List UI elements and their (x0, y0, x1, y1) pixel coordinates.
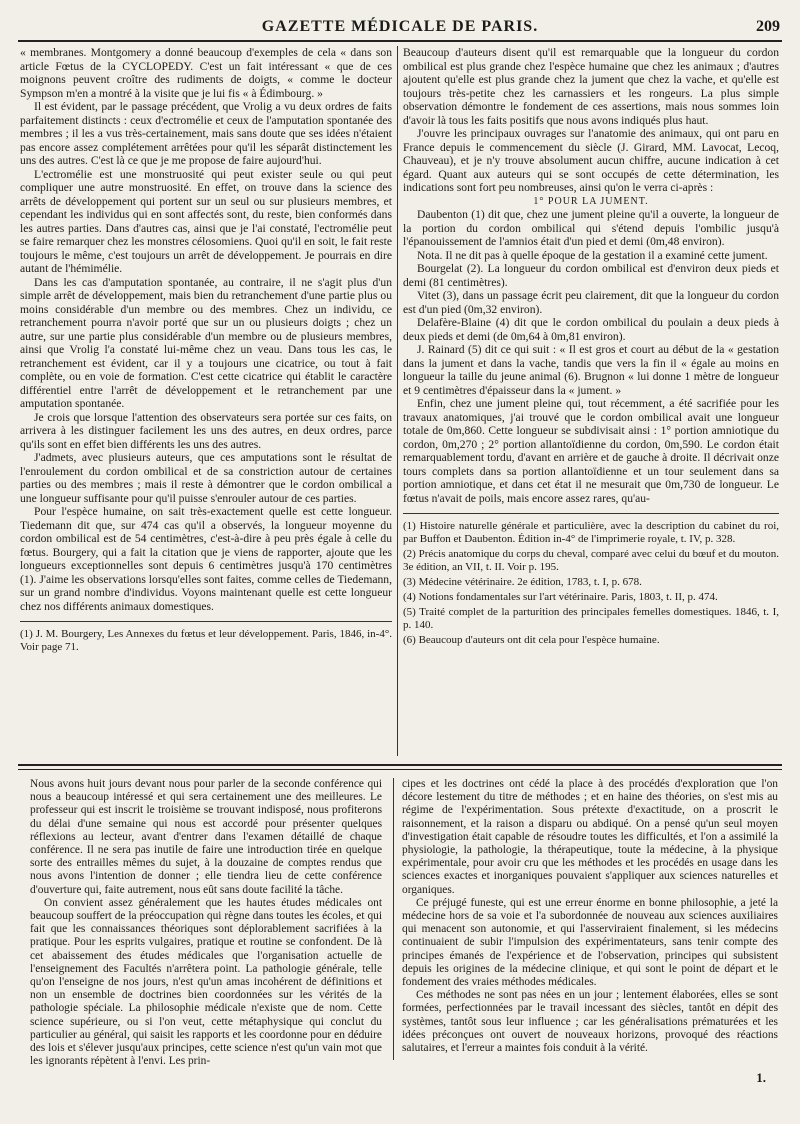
feuilleton-column-divider (393, 778, 394, 1060)
paragraph: Dans les cas d'amputation spontanée, au contraire, il ne s'agit plus d'un simple arrêt de développement, mais bien du retranchement d'une partie plus ou moins considérable d'un membre ou des membres. Chez un individu, ce retranchement pourra n'avoir porté que sur un ou plusieurs doigts ; chez un autre, sur une partie plus considérable d'un membre ou de plusieurs membres, ainsi que Vrolig l'a constaté lui-même chez un veau. Dans tous les cas, le retranchement est évident, car il y a toujours une cicatrice, ou tout à fait complète, ou en voie de formation. C'est cette cicatrice qui établit le caractère différentiel entre l'arrêt de développement et le retranchement par une amputation spontanée. (20, 275, 392, 410)
paragraph: J'ouvre les principaux ouvrages sur l'anatomie des animaux, qui ont paru en France depuis le commencement du siècle (J. Girard, MM. Lavocat, Lecoq, Chauveau), et je n'y trouve absolument aucun chiffre, aucune indication à cet égard. Quant aux auteurs qui se sont occupés de cette détermination, les indications sont fort peu nombreuses, ainsi qu'on le verra ci-après : (403, 127, 779, 194)
footnote: (5) Traité complet de la parturition des principales femelles domestiques. 1846, t. I, p. 140. (403, 606, 779, 631)
footnotes (403, 520, 779, 647)
paragraph: Pour l'espèce humaine, on sait très-exactement quelle est cette longueur. Tiedemann dit que, sur 474 cas qu'il a observés, la longueur moyenne du cordon ombilical est de 54 centimètres, c'est-à-dire à peu près égale à celle du fœtus. Bourgery, qui a fait la citation que je viens de rapporter, ajoute que les longueurs exceptionnelles sont depuis 6 centimètres jusqu'à 170 centimètres (1). J'aime les observations lorsqu'elles sont faites, comme celles de Tiedemann, sur un grand nombre d'individus. Voyons maintenant quelle est cette longueur chez nos différents animaux domestiques. (20, 505, 392, 613)
feuilleton-right-column (402, 778, 778, 1055)
paragraph: Ce préjugé funeste, qui est une erreur énorme en bonne philosophie, a jeté la médecine hors de sa voie et l'a subordonnée de nouveau aux sciences auxiliaires qui menacent son autonomie, et qui l'asserviraient finalement, si les médecins continuaient de subir l'impulsion des expérimentateurs, sans tenir compte des principes émanés de l'expérience et de l'observation, principes qui subsistent depuis les origines de la médecine clinique, et qui sont le point de départ et le fondement des vraies méthodes médicales. (402, 896, 778, 989)
paragraph: Enfin, chez une jument pleine qui, tout récemment, a été sacrifiée pour les travaux anatomiques, j'ai trouvé que le cordon ombilical avait une longueur totale de 0m,860. Cette longueur se subdivisait ainsi : 1° portion amniotique du cordon, 0m,270 ; 2° portion allantoïdienne du cordon, 0m,590. Le cordon était remarquablement tordu, d'avant en arrière et de gauche à droite. Il décrivait onze tours complets dans sa portion allantoïdienne et un tour seulement dans sa portion amniotique, et dans cet état il ne mesurait que 0m,730 de longueur. Le fœtus n'avait de poils, mais encore assez rares, qu'au- (403, 397, 779, 505)
footnote: (6) Beaucoup d'auteurs ont dit cela pour l'espèce humaine. (403, 634, 660, 646)
paragraph: Bourgelat (2). La longueur du cordon ombilical est d'environ deux pieds et demi (81 centimètres). (403, 262, 779, 289)
paragraph: Vitet (3), dans un passage écrit peu clairement, dit que la longueur du cordon est d'un pied (0m,32 environ). (403, 289, 779, 316)
signature-mark: 1. (756, 1070, 766, 1085)
footnotes (20, 628, 392, 654)
page-header (18, 16, 782, 42)
paragraph: Nous avons huit jours devant nous pour parler de la seconde conférence qui nous a beaucoup intéressé et qui sera certainement une des meilleures. Le professeur qui est inscrit le troisième se trouvant indisposé, nous profiterons du délai d'une semaine qui nous est accordé pour présenter quelques réflexions au lecteur, avant d'entrer dans l'examen détaillé de chaque conférence. Il ne sera pas inutile de faire une introduction tirée en quelque sorte des entrailles mêmes du sujet, à la douzaine de comptes rendus que nous avons l'intention de donner ; elle tiendra lieu de cette conférence d'ouverture qui, faite autrement, nous eût sans doute facilité la tâche. (30, 778, 382, 896)
paragraph: Il est évident, par le passage précédent, que Vrolig a vu deux ordres de faits parfaitement distincts : ceux d'ectromélie et ceux de l'amputation spontanée des membres ; il les a vus très-certainement, mais sans doute que ses idées n'étaient pas encore assez complétement arrêtées pour qu'il les séparât distinctement les uns des autres. C'est là ce que je me propose de faire aujourd'hui. (20, 100, 392, 167)
right-column (403, 46, 779, 649)
paragraph: Ces méthodes ne sont pas nées en un jour ; lentement élaborées, elles se sont formées, perfectionnées par le travail incessant des siècles, tantôt en dépit des systèmes, tantôt sous leur influence ; car les généralisations prématurées et les idées préconçues ont ouvert de nouveaux horizons, provoqué des réactions salutaires, et l'erreur a maintes fois conduit à la vérité. (402, 989, 778, 1055)
paragraph: Daubenton (1) dit que, chez une jument pleine qu'il a ouverte, la longueur de la portion du cordon ombilical qui s'étend depuis l'ombilic jusqu'à l'épanouissement de l'amnios était d'un pied et demi (0m,48 environ). (403, 208, 779, 248)
column-divider (397, 46, 398, 756)
paragraph: On convient assez généralement que les hautes études médicales ont beaucoup souffert de la préoccupation qui règne dans toutes les écoles, et qui fait que les connaissances théoriques sont déplorablement sacrifiées à la pratique. Pour les esprits vulgaires, pratique et routine se confondent. De là cet abaissement des études médicales que l'organisation actuelle de l'enseignement des Facultés n'arrêtera point. La pathologie générale, telle qu'on l'enseigne de nos jours, n'est qu'un amas incohérent de définitions et non un ensemble de doctrines bien coordonnées sur les vérités de la pathologie spéciale. La philosophie médicale n'existe que de nom. Cette science supérieure, ou si l'on veut, cette métaphysique qui conclut du particulier au général, qui saisit les rapports et les coordonne pour en déduire des lois et s'élever jusqu'aux principes, cette science n'est qu'un vain mot que les ignorants répètent à l'envi. Les prin- (30, 896, 382, 1068)
footnote: (2) Précis anatomique du corps du cheval, comparé avec celui du bœuf et du mouton. 3e édition, an VII, t. II. Voir p. 195. (403, 548, 779, 573)
footnote-rule (20, 621, 392, 622)
footnote-rule (403, 513, 779, 514)
section-heading: 1° POUR LA JUMENT. (533, 195, 649, 207)
paragraph: L'ectromélie est une monstruosité qui peut exister seule ou qui peut compliquer une autre monstruosité. En effet, on trouve dans la science des arrêts de développement qui portent sur un seul ou sur plusieurs membres, et cependant les individus qui en sont affectés sont, du reste, bien conformés dans les autres parties. Dans d'autres cas, ainsi que je l'ai constaté, l'ectromélie peut se faire remarquer chez les monstres célosomiens. Quoi qu'il en soit, le fait reste toujours le même, c'est toujours un arrêt de développement. Je pourrais en dire autant de l'hémimélie. (20, 167, 392, 275)
left-column (20, 46, 392, 656)
footnote: (4) Notions fondamentales sur l'art vétérinaire. Paris, 1803, t. II, p. 474. (403, 591, 718, 603)
footnote: (1) J. M. Bourgery, Les Annexes du fœtus et leur développement. Paris, 1846, in-4°. Voir page 71. (20, 628, 392, 653)
header-rule (18, 40, 782, 42)
footnote: (3) Médecine vétérinaire. 2e édition, 1783, t. I, p. 678. (403, 576, 642, 588)
feuilleton-left-column (30, 778, 382, 1068)
paragraph: « membranes. Montgomery a donné beaucoup d'exemples de cela « dans son article Fœtus de la CYCLOPEDY. C'est un fait intéressant « que de ces moignons peuvent croître des rudiments de doigts, « comme le docteur Sympson m'en a montré à la visite que je lui fis « à Édimbourg. » (20, 46, 392, 100)
paragraph: J. Rainard (5) dit ce qui suit : « Il est gros et court au début de la « gestation dans la jument et dans la vache, tandis que vers la fin il « égale au moins en longueur la taille du jeune animal (6). Brugnon « lui donne 1 mètre de longueur et 9 centimètres d'épaisseur dans la « jument. » (403, 343, 779, 397)
paragraph: Je crois que lorsque l'attention des observateurs sera portée sur ces faits, on arrivera à les distinguer facilement les uns des autres, en deux ordres, parce qu'ils sont en effet bien différents les uns des autres. (20, 410, 392, 451)
paragraph: Delafère-Blaine (4) dit que le cordon ombilical du poulain a deux pieds à deux pieds et demi (de 0m,64 à 0m,81 environ). (403, 316, 779, 343)
paragraph: Beaucoup d'auteurs disent qu'il est remarquable que la longueur du cordon ombilical est plus grande chez l'espèce humaine que chez les animaux ; d'autres ajoutent qu'elle est plus grande chez la jument que chez la vache, et qu'elle est toujours très-petite chez les carnassiers et les rongeurs. La plus simple observation démontre le fondement de ces assertions, mais nous sommes loin d'avoir là tous les faits positifs que nous avons indiqués plus haut. (403, 46, 779, 127)
journal-title: GAZETTE MÉDICALE DE PARIS. (261, 18, 539, 35)
feuilleton-divider (18, 764, 782, 770)
paragraph: Nota. Il ne dit pas à quelle époque de la gestation il a examiné cette jument. (417, 248, 768, 262)
paragraph: cipes et les doctrines ont cédé la place à des procédés d'exploration que l'on décore lestement du titre de méthodes ; et en haine des théories, on s'est mis au régime de l'expérimentation. Sous prétexte d'exactitude, on a proscrit le raisonnement, et la raison a disparu ou abdiqué. On a pensé qu'un seul moyen d'investigation était capable de résoudre toutes les difficultés, et l'on a assimilé la physiologie, la pathologie, la thérapeutique, toute la médecine, à la physique expérimentale, pour avoir cru que les méthodes et les procédés en usage dans les sciences exactes et inorganiques pouvaient s'appliquer aux sciences naturelles et organiques. (402, 778, 778, 896)
footnote: (1) Histoire naturelle générale et particulière, avec la description du cabinet du roi, par Buffon et Daubenton. Édition in-4° de l'imprimerie royale, t. IV, p. 328. (403, 520, 779, 545)
paragraph: J'admets, avec plusieurs auteurs, que ces amputations sont le résultat de l'enroulement du cordon ombilical et de sa constriction autour de certaines parties ou des membres ; mais il reste à démontrer que le cordon ombilical a une longueur suffisante pour qu'il puisse s'enrouler autour de ces parties. (20, 451, 392, 505)
page-number: 209 (756, 18, 780, 35)
